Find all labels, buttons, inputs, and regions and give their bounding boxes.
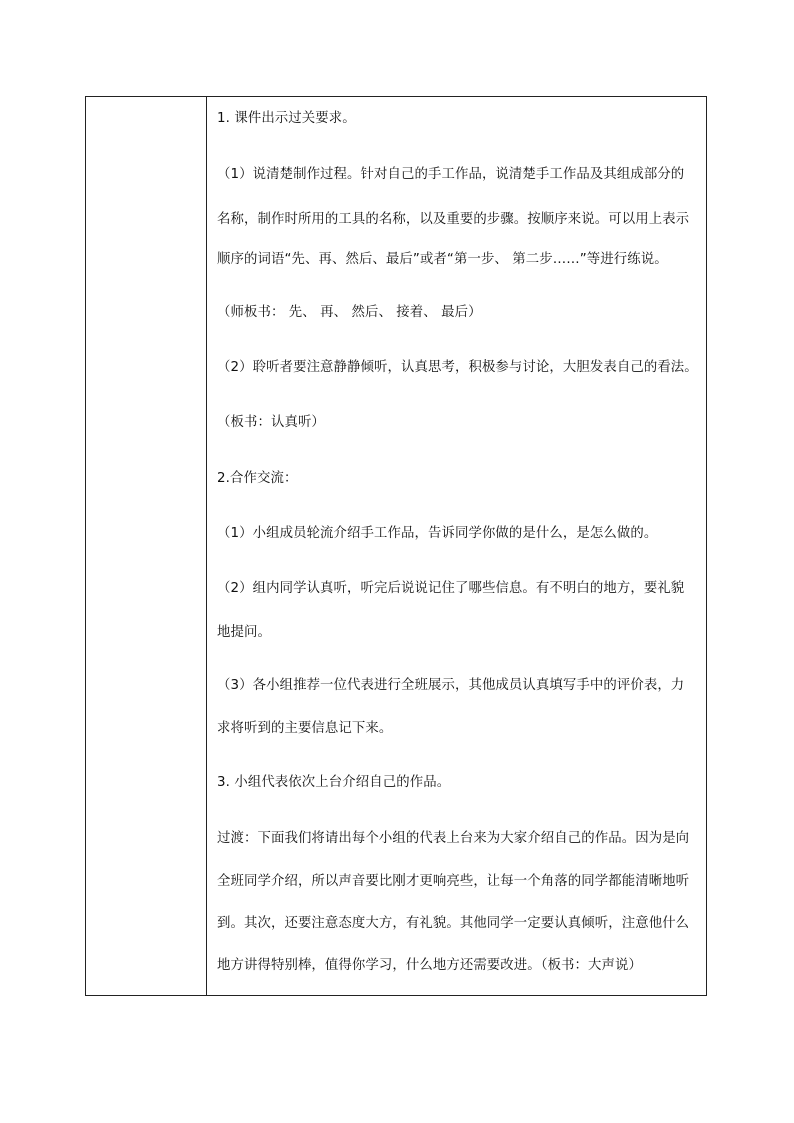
left-column-cell <box>86 97 207 995</box>
content-cell <box>207 97 706 995</box>
text-line: 3. 小组代表依次上台介绍自己的作品。 <box>217 775 451 790</box>
text-line: （2）聆听者要注意静静倾听，认真思考，积极参与讨论，大胆发表自己的看法。 <box>217 360 698 375</box>
text-line: 地方讲得特别棒，值得你学习，什么地方还需要改进。（板书：大声说） <box>217 958 642 973</box>
text-line: 到。其次，还要注意态度大方，有礼貌。其他同学一定要认真倾听，注意他什么 <box>217 916 690 931</box>
text-line: （师板书： 先、 再、 然后、 接着、 最后） <box>217 305 482 320</box>
lesson-table <box>85 96 707 996</box>
text-line: 顺序的词语“先、再、然后、最后”或者“第一步、 第二步……”等进行练说。 <box>217 252 668 267</box>
text-line: （1）小组成员轮流介绍手工作品，告诉同学你做的是什么，是怎么做的。 <box>217 526 658 541</box>
text-line: 名称，制作时所用的工具的名称，以及重要的步骤。按顺序来说。可以用上表示 <box>217 212 690 227</box>
text-line: 求将听到的主要信息记下来。 <box>217 721 393 736</box>
text-line: （板书：认真听） <box>217 415 325 430</box>
text-line: （3）各小组推荐一位代表进行全班展示，其他成员认真填写手中的评价表，力 <box>217 678 685 693</box>
text-line: 过渡：下面我们将请出每个小组的代表上台来为大家介绍自己的作品。因为是向 <box>217 831 690 846</box>
text-line: （1）说清楚制作过程。针对自己的手工作品，说清楚手工作品及其组成部分的 <box>217 167 685 182</box>
text-line: 地提问。 <box>217 625 271 640</box>
text-line: 1. 课件出示过关要求。 <box>217 111 356 126</box>
text-line: （2）组内同学认真听，听完后说说记住了哪些信息。有不明白的地方，要礼貌 <box>217 581 685 596</box>
text-line: 全班同学介绍，所以声音要比刚才更响亮些，让每一个角落的同学都能清晰地听 <box>217 874 690 889</box>
text-line: 2.合作交流： <box>217 471 298 486</box>
